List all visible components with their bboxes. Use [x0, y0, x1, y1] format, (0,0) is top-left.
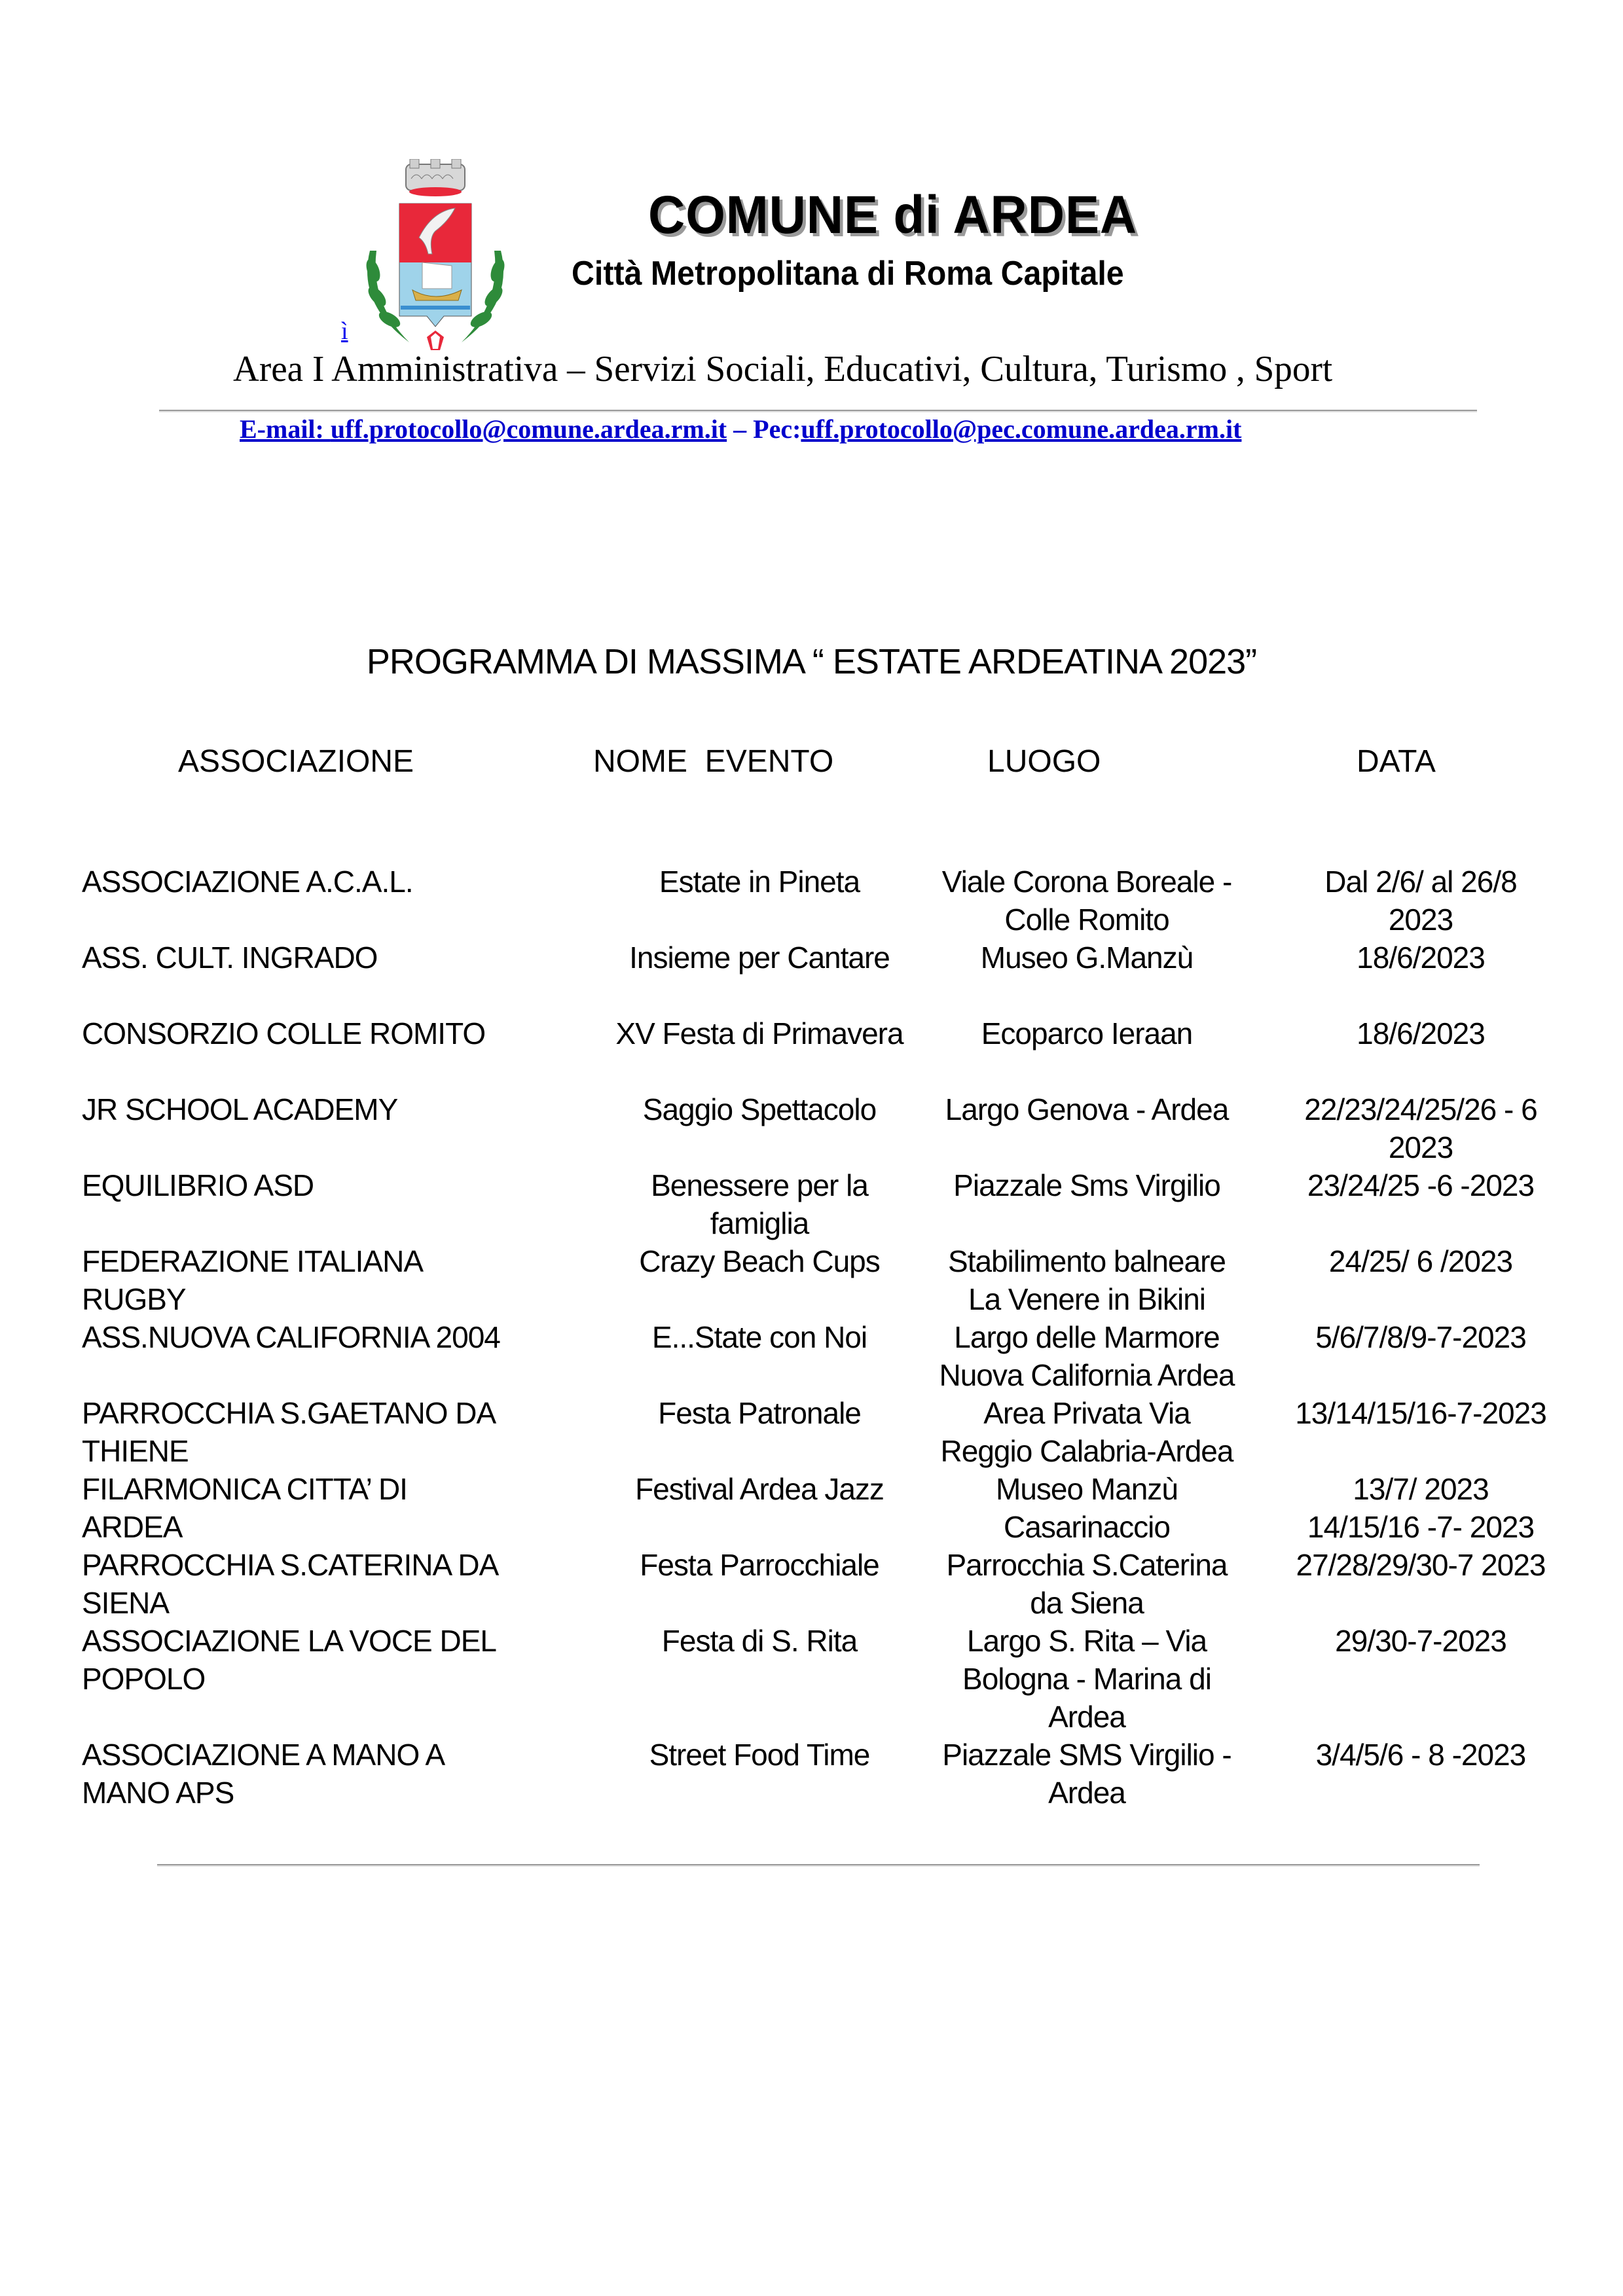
cell-assoc	[82, 1736, 606, 1812]
cell-line: FILARMONICA CITTA’ DI	[82, 1472, 407, 1506]
cell-date	[1257, 1318, 1584, 1356]
cell-event	[576, 1014, 943, 1052]
cell-line: PARROCCHIA S.CATERINA DA	[82, 1548, 499, 1582]
cell-place	[917, 1090, 1257, 1128]
cell-event	[576, 1622, 943, 1660]
cell-assoc	[82, 1318, 606, 1356]
cell-line: Nuova California Ardea	[939, 1358, 1235, 1392]
cell-line: 18/6/2023	[1357, 941, 1485, 975]
cell-place	[917, 1622, 1257, 1736]
cell-line: E...State con Noi	[651, 1320, 867, 1354]
cell-event	[576, 1546, 943, 1584]
cell-place	[917, 1546, 1257, 1622]
cell-date	[1257, 939, 1584, 977]
cell-assoc	[82, 1090, 606, 1128]
cell-line: 29/30-7-2023	[1335, 1624, 1506, 1658]
cell-line: Saggio Spettacolo	[642, 1092, 877, 1126]
cell-line: 3/4/5/6 - 8 -2023	[1315, 1738, 1526, 1772]
cell-date	[1257, 1394, 1584, 1432]
cell-line: 22/23/24/25/26 - 6	[1304, 1092, 1537, 1126]
cell-line: Festa di S. Rita	[661, 1624, 858, 1658]
cell-place	[917, 1318, 1257, 1394]
cell-line: Piazzale SMS Virgilio -	[942, 1738, 1231, 1772]
cell-line: Ardea	[1048, 1700, 1125, 1734]
cell-event	[576, 939, 943, 977]
column-header-nome-evento: NOME EVENTO	[593, 744, 834, 779]
cell-line: Parrocchia S.Caterina	[946, 1548, 1228, 1582]
cell-assoc	[82, 1622, 606, 1698]
cell-assoc	[82, 863, 606, 901]
cell-line: Festival Ardea Jazz	[635, 1472, 884, 1506]
header-divider	[159, 410, 1477, 412]
cell-assoc	[82, 1242, 606, 1318]
cell-line: 18/6/2023	[1357, 1016, 1485, 1050]
cell-line: Piazzale Sms Virgilio	[953, 1168, 1220, 1202]
cell-line: Dal 2/6/ al 26/8	[1324, 865, 1517, 899]
cell-event	[576, 1090, 943, 1128]
cell-line: ASSOCIAZIONE LA VOCE DEL	[82, 1624, 496, 1658]
column-header-data: DATA	[1357, 744, 1436, 779]
pec-separator: – Pec:	[727, 414, 801, 444]
stray-link[interactable]: ì	[341, 317, 348, 345]
cell-assoc	[82, 1394, 606, 1470]
cell-line: ASSOCIAZIONE A.C.A.L.	[82, 865, 413, 899]
cell-line: Festa Patronale	[658, 1396, 861, 1430]
cell-line: Festa Parrocchiale	[640, 1548, 879, 1582]
cell-line: 2023	[1388, 1130, 1453, 1164]
cell-line: ASSOCIAZIONE A MANO A	[82, 1738, 445, 1772]
cell-line: Area Privata Via	[983, 1396, 1190, 1430]
cell-assoc	[82, 939, 606, 977]
contact-line	[240, 414, 1241, 444]
cell-line: Colle Romito	[1004, 903, 1169, 937]
cell-line: EQUILIBRIO ASD	[82, 1168, 314, 1202]
cell-assoc	[82, 1470, 606, 1546]
cell-line: Reggio Calabria-Ardea	[940, 1434, 1233, 1468]
cell-date	[1257, 1166, 1584, 1204]
cell-line: MANO APS	[82, 1776, 234, 1810]
cell-line: THIENE	[82, 1434, 189, 1468]
crown-icon	[406, 159, 465, 196]
cell-line: PARROCCHIA S.GAETANO DA	[82, 1396, 496, 1430]
cell-line: Estate in Pineta	[659, 865, 860, 899]
column-header-luogo: LUOGO	[987, 744, 1101, 779]
email-label: E-mail:	[240, 414, 331, 444]
cell-event	[576, 1318, 943, 1356]
cell-event	[576, 1394, 943, 1432]
cell-line: Viale Corona Boreale -	[941, 865, 1232, 899]
cell-date	[1257, 863, 1584, 939]
cell-line: 23/24/25 -6 -2023	[1307, 1168, 1535, 1202]
municipality-subtitle: Città Metropolitana di Roma Capitale	[572, 255, 1124, 293]
cell-assoc	[82, 1014, 606, 1052]
cell-event	[576, 1736, 943, 1774]
cell-line: 13/14/15/16-7-2023	[1295, 1396, 1546, 1430]
cell-date	[1257, 1090, 1584, 1166]
cell-line: Stabilimento balneare	[948, 1244, 1226, 1278]
cell-line: ARDEA	[82, 1510, 183, 1544]
cell-event	[576, 863, 943, 901]
cell-line: RUGBY	[82, 1282, 186, 1316]
cell-line: Museo G.Manzù	[980, 941, 1194, 975]
cell-assoc	[82, 1166, 606, 1204]
cell-line: Casarinaccio	[1004, 1510, 1170, 1544]
cell-line: JR SCHOOL ACADEMY	[82, 1092, 398, 1126]
footer-divider	[157, 1864, 1480, 1867]
cell-line: da Siena	[1030, 1586, 1144, 1620]
pec-link[interactable]: uff.protocollo@pec.comune.ardea.rm.it	[801, 414, 1242, 444]
shield-icon	[399, 204, 471, 327]
cell-line: Largo delle Marmore	[954, 1320, 1220, 1354]
cell-event	[576, 1166, 943, 1242]
cell-line: Insieme per Cantare	[629, 941, 890, 975]
cell-place	[917, 863, 1257, 939]
cell-line: Benessere per la	[651, 1168, 868, 1202]
cell-date	[1257, 1242, 1584, 1280]
cell-place	[917, 1014, 1257, 1052]
cell-line: Museo Manzù	[996, 1472, 1178, 1506]
cell-date	[1257, 1736, 1584, 1774]
municipality-title: COMUNE di ARDEA	[648, 185, 1138, 245]
cell-place	[917, 1394, 1257, 1470]
cell-line: FEDERAZIONE ITALIANA	[82, 1244, 424, 1278]
cell-place	[917, 1736, 1257, 1812]
cell-place	[917, 1470, 1257, 1546]
email-address: uff.protocollo@comune.ardea.rm.it	[330, 414, 727, 444]
cell-line: Crazy Beach Cups	[639, 1244, 880, 1278]
cell-line: 14/15/16 -7- 2023	[1307, 1510, 1535, 1544]
cell-date	[1257, 1470, 1584, 1546]
cell-line: Ardea	[1048, 1776, 1125, 1810]
cell-date	[1257, 1014, 1584, 1052]
cell-date	[1257, 1622, 1584, 1660]
cell-line: Bologna - Marina di	[962, 1662, 1211, 1696]
cell-line: Street Food Time	[649, 1738, 870, 1772]
document-title: PROGRAMMA DI MASSIMA “ ESTATE ARDEATINA 2023”	[366, 642, 1257, 681]
cell-line: 5/6/7/8/9-7-2023	[1315, 1320, 1526, 1354]
cell-line: 13/7/ 2023	[1353, 1472, 1489, 1506]
cell-line: Largo S. Rita – Via	[966, 1624, 1207, 1658]
email-link[interactable]	[240, 414, 727, 444]
cell-line: La Venere in Bikini	[968, 1282, 1206, 1316]
cell-line: famiglia	[710, 1206, 809, 1240]
cell-line: 2023	[1388, 903, 1453, 937]
cell-event	[576, 1470, 943, 1508]
cell-date	[1257, 1546, 1584, 1584]
cell-line: SIENA	[82, 1586, 170, 1620]
cell-place	[917, 939, 1257, 977]
cell-place	[917, 1166, 1257, 1204]
department-line: Area I Amministrativa – Servizi Sociali, Educativi, Cultura, Turismo , Sport	[233, 349, 1333, 389]
cell-place	[917, 1242, 1257, 1318]
cell-line: CONSORZIO COLLE ROMITO	[82, 1016, 486, 1050]
cell-line: 27/28/29/30-7 2023	[1296, 1548, 1546, 1582]
cell-line: XV Festa di Primavera	[615, 1016, 903, 1050]
cell-line: ASS.NUOVA CALIFORNIA 2004	[82, 1320, 500, 1354]
cell-line: 24/25/ 6 /2023	[1328, 1244, 1513, 1278]
coat-of-arms-logo	[354, 159, 517, 355]
cell-assoc	[82, 1546, 606, 1622]
cell-line: Largo Genova - Ardea	[945, 1092, 1229, 1126]
cell-line: POPOLO	[82, 1662, 206, 1696]
cell-line: Ecoparco Ieraan	[981, 1016, 1193, 1050]
cell-line: ASS. CULT. INGRADO	[82, 941, 378, 975]
column-header-associazione: ASSOCIAZIONE	[178, 744, 414, 779]
cell-event	[576, 1242, 943, 1280]
